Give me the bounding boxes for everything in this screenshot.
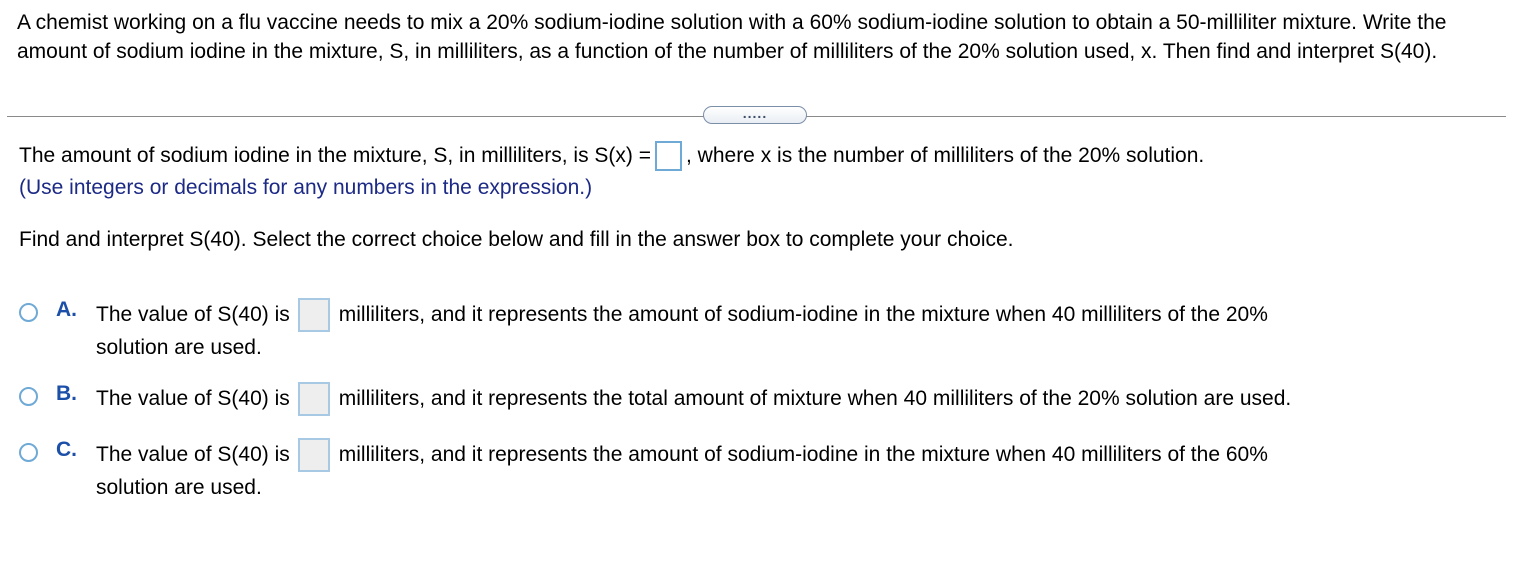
choice-a-suffix: milliliters, and it represents the amount of sodium-iodine in the mixture when 40 milliliters of the 20% [338,303,1268,326]
choice-a-letter: A. [56,298,77,321]
choice-a[interactable] [19,298,1499,368]
choice-b-prefix: The value of S(40) is [96,387,290,410]
choice-c-continuation: solution are used. [96,476,262,499]
choice-c-radio[interactable] [19,443,38,462]
part1-hint: (Use integers or decimals for any numbers in the expression.) [19,176,593,199]
choice-b-line [96,382,1291,416]
part1-after-text: , where x is the number of milliliters of the 20% solution. [686,144,1205,167]
question-text: A chemist working on a flu vaccine needs to mix a 20% sodium-iodine solution with a 60% sodium-iodine solution to obtain a 50-milliliter mixture. Write the amount of sodium iodine in the mixture, S, in milliliters, as a function of the number of milliliters of the 20% solution used, x. Then find and interpret S(40). [17,11,1447,63]
sx-answer-input[interactable] [655,141,682,171]
part1-statement [19,139,1204,173]
choice-c[interactable] [19,438,1499,508]
expand-button[interactable] [703,106,807,124]
choice-c-letter: C. [56,438,77,461]
choice-b-radio[interactable] [19,387,38,406]
choice-c-answer-input[interactable] [298,438,330,472]
part2-instruction: Find and interpret S(40). Select the correct choice below and fill in the answer box to complete your choice. [19,228,1014,251]
choice-c-prefix: The value of S(40) is [96,443,290,466]
choice-c-suffix: milliliters, and it represents the amount of sodium-iodine in the mixture when 40 milliliters of the 60% [338,443,1268,466]
choice-a-continuation: solution are used. [96,336,262,359]
choice-b-letter: B. [56,382,77,405]
ellipsis-icon: ..... [742,104,768,121]
choice-c-line [96,438,1268,472]
choice-b-suffix: milliliters, and it represents the total amount of mixture when 40 milliliters of the 20% solution are used. [338,387,1292,410]
choice-b-answer-input[interactable] [298,382,330,416]
choice-a-radio[interactable] [19,303,38,322]
choice-a-line [96,298,1268,332]
part1-before-text: The amount of sodium iodine in the mixture, S, in milliliters, is S(x) = [19,144,651,167]
choice-b[interactable] [19,382,1499,418]
choice-a-answer-input[interactable] [298,298,330,332]
choice-a-prefix: The value of S(40) is [96,303,290,326]
